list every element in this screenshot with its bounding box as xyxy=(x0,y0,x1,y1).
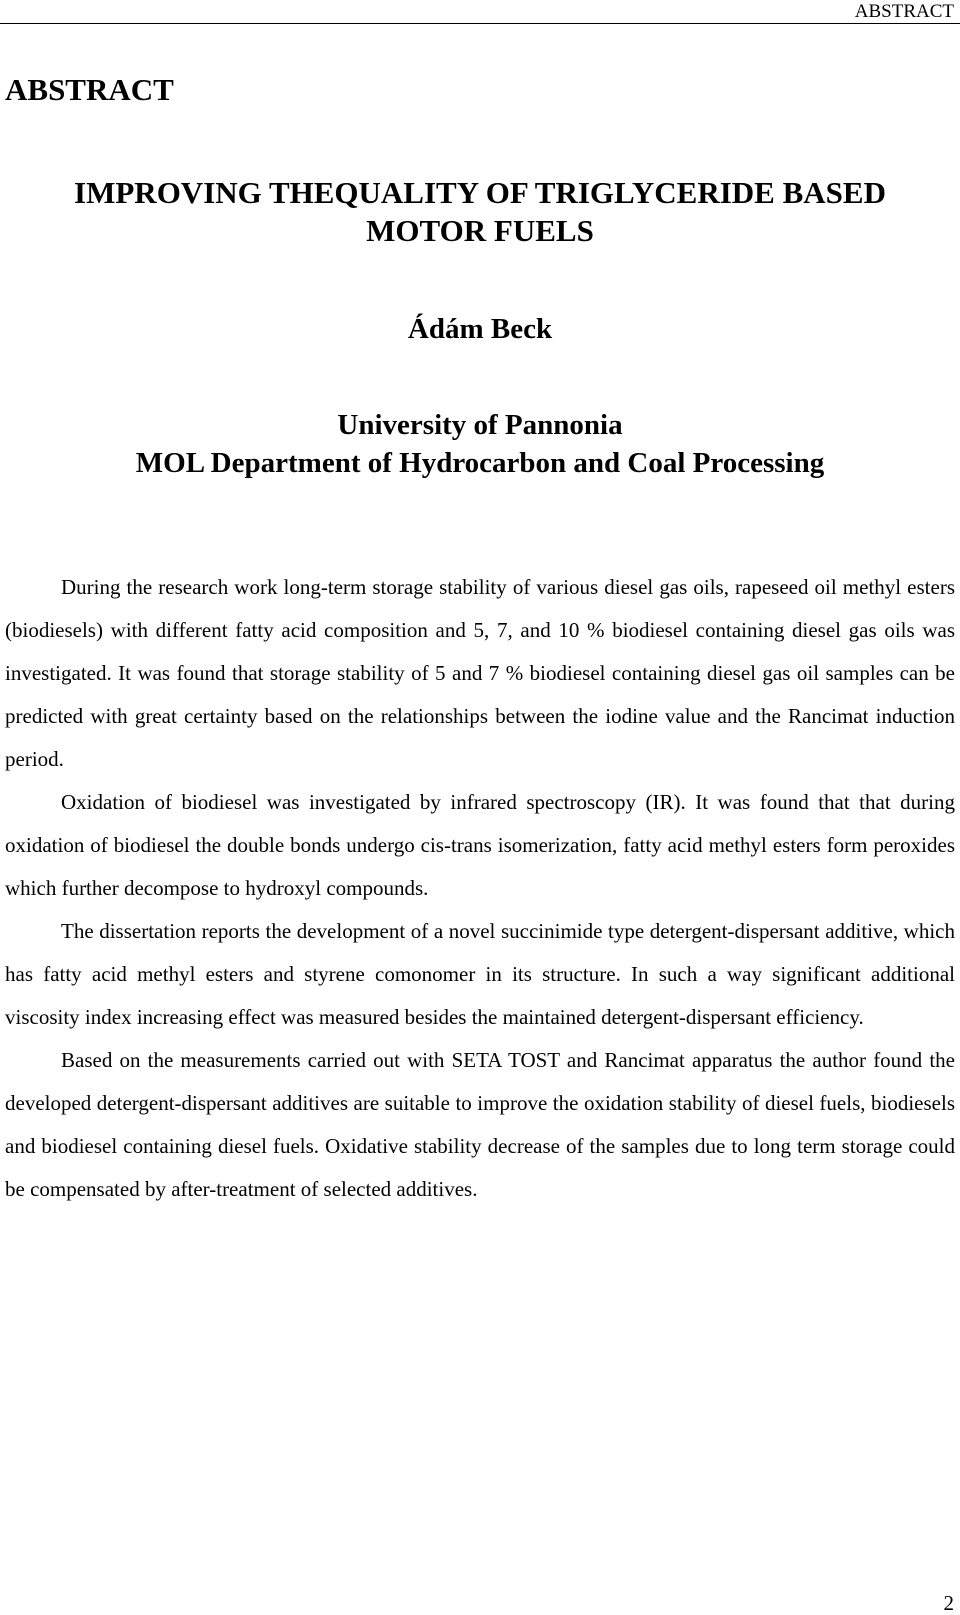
abstract-paragraph-3: The dissertation reports the development of a novel succinimide type detergent-dispersant additive, which has fatty acid methyl esters and styrene comonomer in its structure. In such a way significant additional viscosity index increasing effect was measured besides the maintained detergent-dispersant efficiency. xyxy=(5,919,955,1029)
document-title xyxy=(0,174,960,250)
page-number: 2 xyxy=(943,1591,954,1615)
title-line-2: MOTOR FUELS xyxy=(366,213,594,248)
university-name: University of Pannonia xyxy=(337,409,623,441)
abstract-paragraph-4: Based on the measurements carried out with SETA TOST and Rancimat apparatus the author found the developed detergent-dispersant additives are suitable to improve the oxidation stability of diesel fuels, biodiesels and biodiesel containing diesel fuels. Oxidative stability decrease of the samples due to long term storage could be compensated by after-treatment of selected additives. xyxy=(5,1048,955,1201)
author-name: Ádám Beck xyxy=(407,313,553,345)
affiliation xyxy=(0,406,960,482)
abstract-paragraph-2: Oxidation of biodiesel was investigated by infrared spectroscopy (IR). It was found that that during oxidation of biodiesel the double bonds undergo cis-trans isomerization, fatty acid methyl esters form peroxides which further decompose to hydroxyl compounds. xyxy=(5,790,955,900)
abstract-body xyxy=(5,566,955,1211)
title-line-1: IMPROVING THEQUALITY OF TRIGLYCERIDE BASED xyxy=(74,175,886,210)
running-header-title: ABSTRACT xyxy=(854,1,954,22)
department-name: MOL Department of Hydrocarbon and Coal Processing xyxy=(135,447,825,479)
section-heading: ABSTRACT xyxy=(5,72,174,107)
running-header xyxy=(0,0,960,24)
abstract-paragraph-1: During the research work long-term storage stability of various diesel gas oils, rapeseed oil methyl esters (biodiesels) with different fatty acid composition and 5, 7, and 10 % biodiesel containing diesel gas oils was investigated. It was found that storage stability of 5 and 7 % biodiesel containing diesel gas oil samples can be predicted with great certainty based on the relationships between the iodine value and the Rancimat induction period. xyxy=(5,575,955,771)
